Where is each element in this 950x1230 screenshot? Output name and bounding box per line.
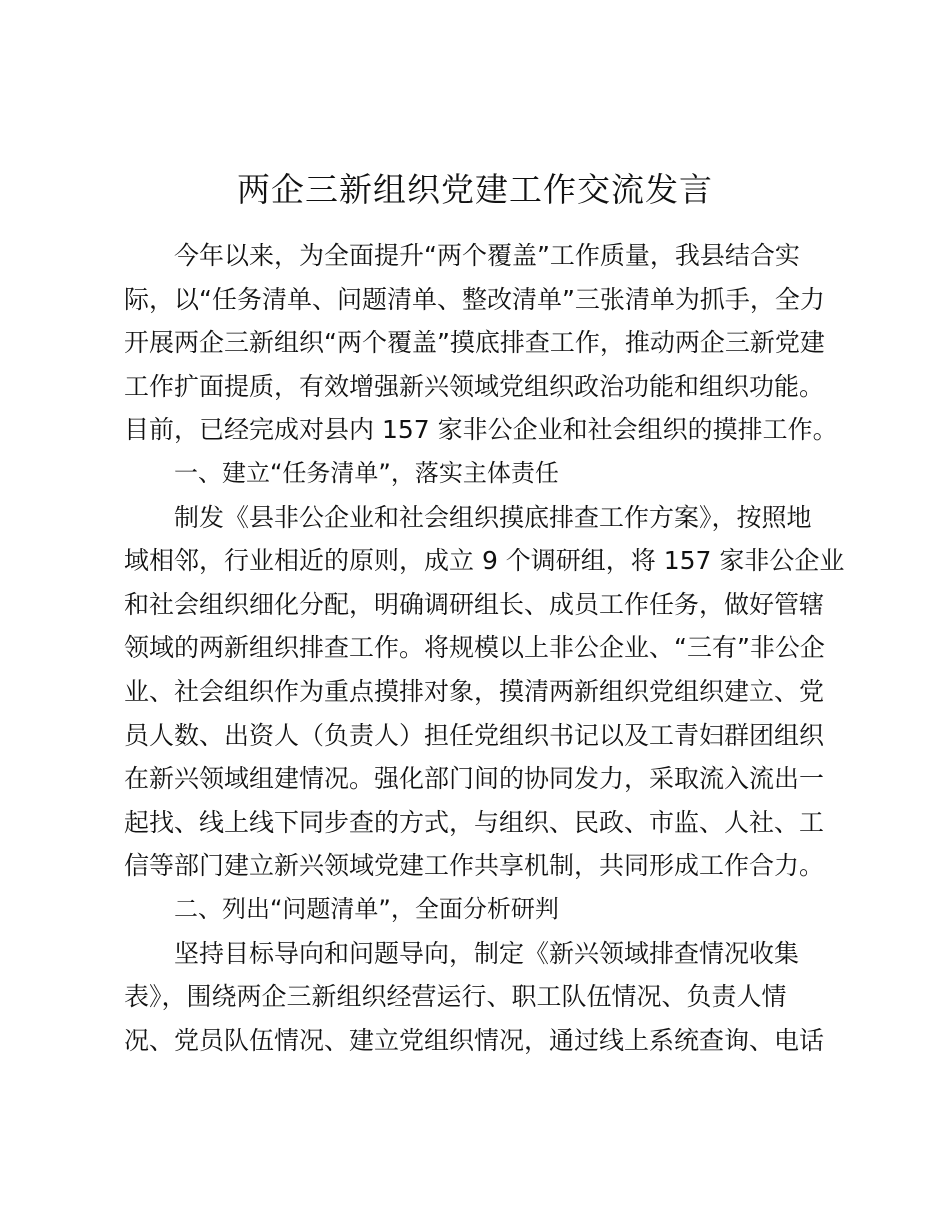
paragraph-line: 业、社会组织作为重点摸排对象，摸清两新组织党组织建立、党 (124, 676, 825, 706)
paragraph-line: 域相邻，行业相近的原则，成立 9 个调研组，将 157 家非公企业 (124, 546, 845, 576)
paragraph-line: 开展两企三新组织“两个覆盖”摸底排查工作，推动两企三新党建 (124, 328, 825, 358)
paragraph-line: 今年以来，为全面提升“两个覆盖”工作质量，我县结合实 (174, 241, 800, 270)
paragraph-line: 领域的两新组织排查工作。将规模以上非公企业、“三有”非公企 (124, 633, 825, 663)
section-heading-line: 二、列出“问题清单”，全面分析研判 (174, 894, 559, 923)
paragraph-line: 起找、线上线下同步查的方式，与组织、民政、市监、人社、工 (124, 807, 825, 837)
paragraph-line: 工作扩面提质，有效增强新兴领域党组织政治功能和组织功能。 (124, 371, 825, 401)
paragraph-line: 表》，围绕两企三新组织经营运行、职工队伍情况、负责人情 (124, 982, 787, 1012)
paragraph-line: 坚持目标导向和问题导向，制定《新兴领域排查情况收集 (174, 938, 800, 968)
paragraph-line: 在新兴领域组建情况。强化部门间的协同发力，采取流入流出一 (124, 764, 825, 794)
paragraph-line: 制发《县非公企业和社会组织摸底排查工作方案》，按照地 (174, 502, 812, 532)
paragraph-line: 和社会组织细化分配，明确调研组长、成员工作任务，做好管辖 (124, 589, 825, 619)
document-body (124, 234, 845, 1062)
paragraph-line: 信等部门建立新兴领域党建工作共享机制，共同形成工作合力。 (124, 851, 825, 881)
paragraph-line: 员人数、出资人（负责人）担任党组织书记以及工青妇群团组织 (124, 720, 825, 750)
section-heading-line: 一、建立“任务清单”，落实主体责任 (174, 458, 559, 487)
document-title: 两企三新组织党建工作交流发言 (237, 170, 713, 209)
paragraph-line: 况、党员队伍情况、建立党组织情况，通过线上系统查询、电话 (124, 1025, 825, 1055)
paragraph-line: 目前，已经完成对县内 157 家非公企业和社会组织的摸排工作。 (124, 415, 838, 445)
paragraph-line: 际，以“任务清单、问题清单、整改清单”三张清单为抓手，全力 (124, 284, 825, 314)
